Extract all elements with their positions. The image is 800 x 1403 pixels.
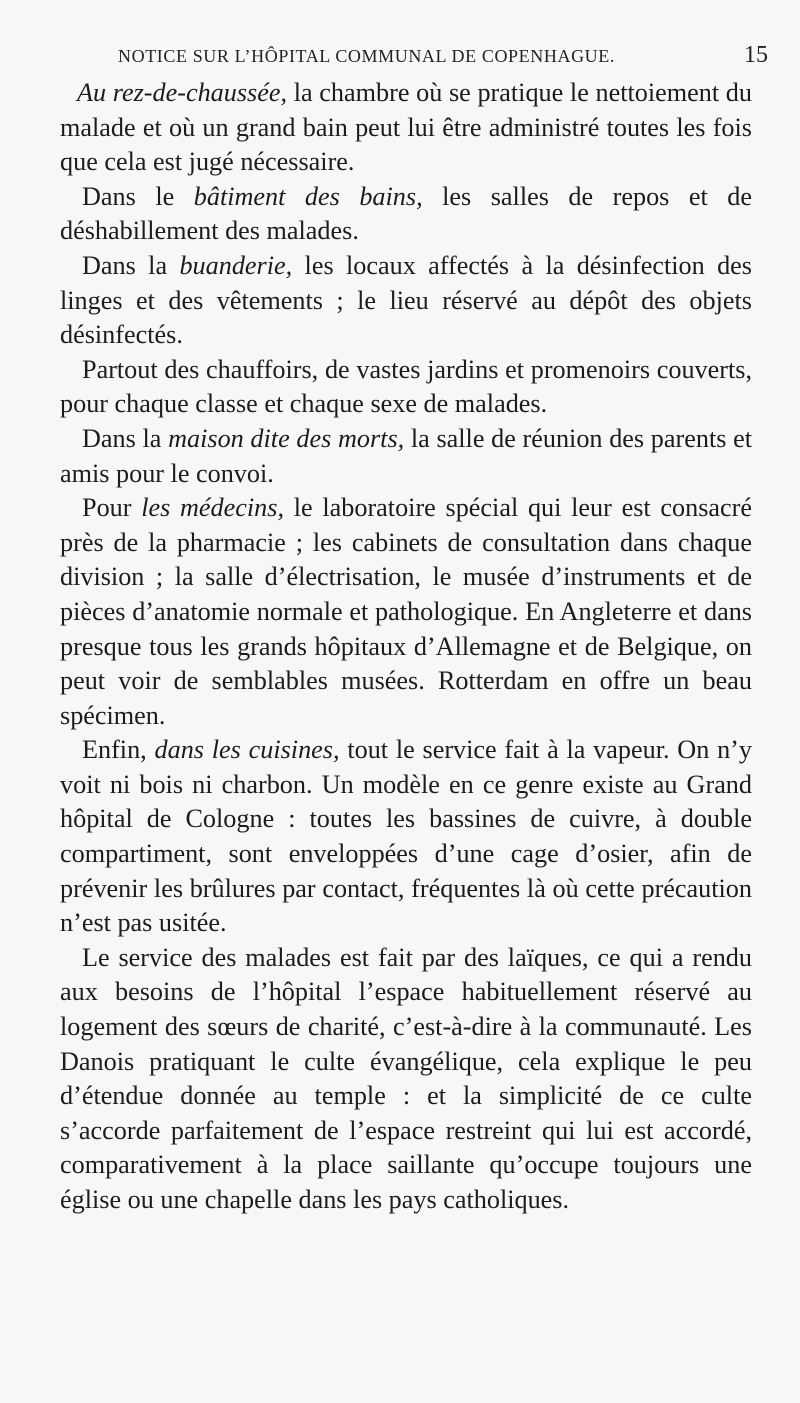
paragraph-text: Le service des malades est fait par des laïques, ce qui a rendu aux besoins de l’hôpital l’espace habituellement réservé au logement des sœurs de charité, c’est-à-dire à la communauté. Les Danois pratiquant le culte évangélique, cela explique le peu d’étendue donnée au temple : et la simplicité de ce culte s’accorde parfaitement de l’espace restreint qui lui est accordé, comparativement à la place saillante qu’occupe toujours une église ou une chapelle dans les pays catholiques. [60, 942, 752, 1214]
running-header [118, 42, 768, 72]
paragraph-text: les salles de repos et de déshabillement des malades. [60, 181, 752, 246]
paragraph-pre: Pour [82, 493, 142, 523]
body-text [60, 76, 752, 1218]
paragraph-pre: Dans la [82, 250, 180, 280]
paragraph-lead: bâtiment des bains, [193, 181, 423, 211]
paragraph-medecins [60, 491, 752, 733]
paragraph-text: les locaux affectés à la désinfection des linges et des vêtements ; le lieu réservé au dépôt des objets désinfectés. [60, 250, 752, 350]
paragraph-service-des-malades [60, 941, 752, 1218]
paragraph-text: la chambre où se pratique le nettoiement du malade et où un grand bain peut lui être administré toutes les fois que cela est jugé nécessaire. [60, 78, 752, 177]
paragraph-maison-des-morts [60, 422, 752, 491]
paragraph-lead: les médecins, [141, 493, 285, 523]
paragraph-pre: Enfin, [82, 735, 155, 765]
paragraph-chauffoirs [60, 353, 752, 422]
paragraph-buanderie [60, 249, 752, 353]
paragraph-text: tout le service fait à la vapeur. On n’y voit ni bois ni charbon. Un modèle en ce genre existe au Grand hôpital de Cologne : toutes les bassines de cuivre, à double compartiment, sont enveloppées d’une cage d’osier, afin de prévenir les brûlures par contact, fréquentes là où cette précaution n’est pas usitée. [60, 735, 752, 938]
paragraph-text: la salle de réunion des parents et amis pour le convoi. [60, 423, 752, 488]
paragraph-cuisines [60, 733, 752, 941]
paragraph-lead: Au rez-de-chaussée, [77, 78, 288, 107]
paragraph-pre: Dans la [82, 423, 169, 453]
paragraph-lead: maison dite des morts, [168, 423, 405, 453]
paragraph-rez-de-chaussee [60, 76, 752, 180]
running-title: NOTICE SUR L’HÔPITAL COMMUNAL DE COPENHAGUE. [118, 46, 615, 66]
paragraph-batiment-des-bains [60, 180, 752, 249]
page-number: 15 [744, 42, 768, 68]
paragraph-pre: Dans le [82, 181, 194, 211]
paragraph-text: Partout des chauffoirs, de vastes jardins et promenoirs couverts, pour chaque classe et chaque sexe de malades. [60, 354, 752, 419]
paragraph-lead: dans les cuisines, [154, 735, 340, 765]
paragraph-text: le laboratoire spécial qui leur est consacré près de la pharmacie ; les cabinets de consultation dans chaque division ; la salle d’électrisation, le musée d’instruments et de pièces d’anatomie normale et pathologique. En Angleterre et dans presque tous les grands hôpitaux d’Allemagne et de Belgique, on peut voir de semblables musées. Rotterdam en offre un beau spécimen. [60, 493, 752, 730]
paragraph-lead: buanderie, [179, 250, 293, 280]
